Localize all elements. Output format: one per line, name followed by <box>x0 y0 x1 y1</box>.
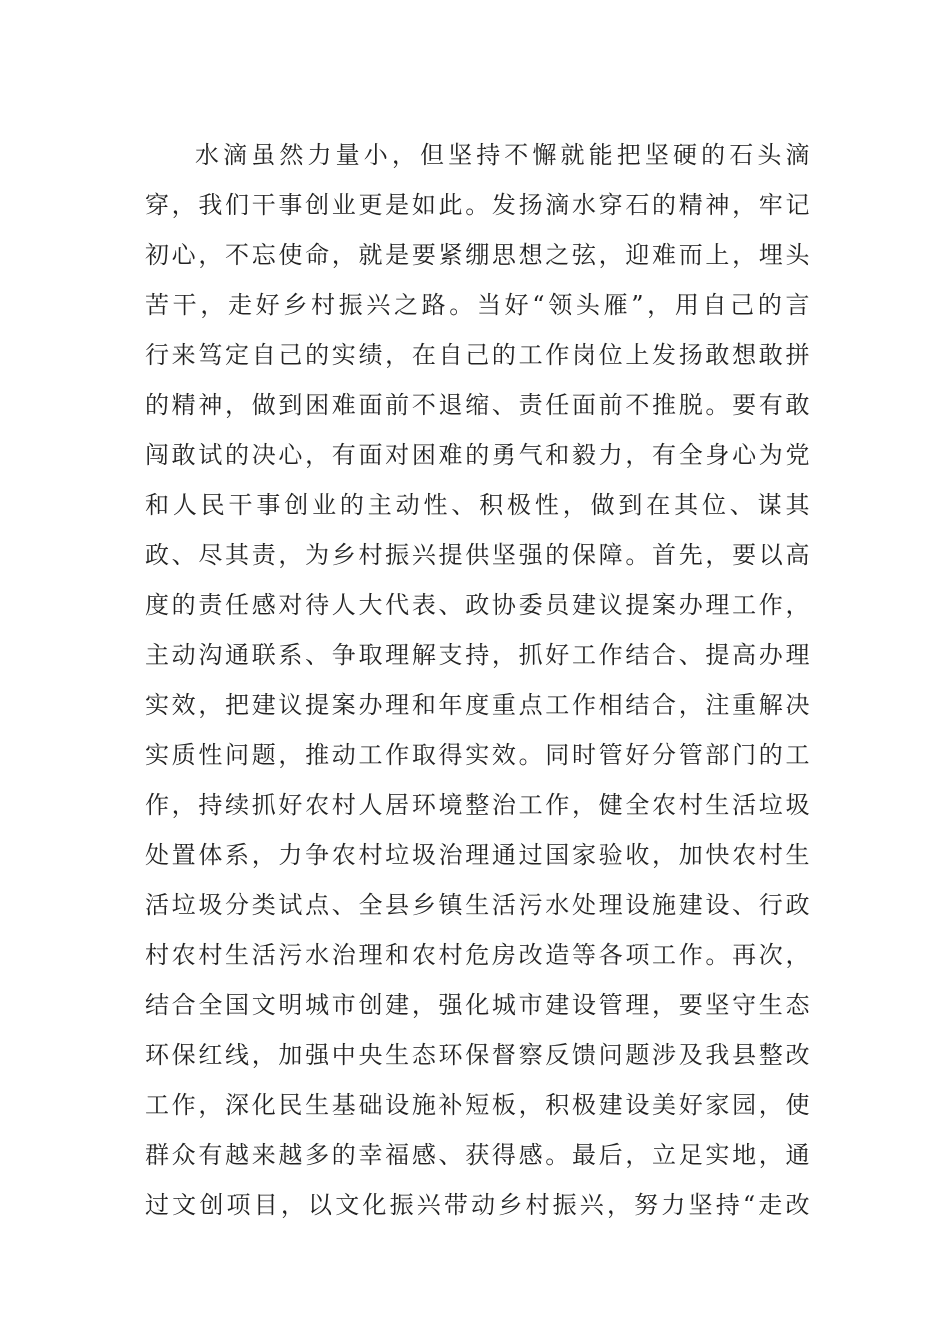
paragraph-line-6: 的精神，做到困难面前不退缩、责任面前不推脱。要有敢 <box>145 391 810 419</box>
paragraph-line-18: 结合全国文明城市创建，强化城市建设管理，要坚守生态 <box>145 991 810 1019</box>
paragraph-line-19: 环保红线，加强中央生态环保督察反馈问题涉及我县整改 <box>145 1041 810 1069</box>
paragraph-line-15: 处置体系，力争农村垃圾治理通过国家验收，加快农村生 <box>145 841 810 869</box>
body-paragraph <box>145 130 810 1230</box>
paragraph-line-3: 初心，不忘使命，就是要紧绷思想之弦，迎难而上，埋头 <box>145 241 810 269</box>
paragraph-line-9: 政、尽其责，为乡村振兴提供坚强的保障。首先，要以高 <box>145 541 810 569</box>
paragraph-line-2: 穿，我们干事创业更是如此。发扬滴水穿石的精神，牢记 <box>145 191 810 219</box>
paragraph-line-1: 水滴虽然力量小，但坚持不懈就能把坚硬的石头滴 <box>195 141 810 169</box>
paragraph-line-14: 作，持续抓好农村人居环境整治工作，健全农村生活垃圾 <box>145 791 810 819</box>
paragraph-line-22: 过文创项目，以文化振兴带动乡村振兴，努力坚持“走改 <box>145 1191 810 1219</box>
paragraph-line-20: 工作，深化民生基础设施补短板，积极建设美好家园，使 <box>145 1091 810 1119</box>
paragraph-line-5: 行来笃定自己的实绩，在自己的工作岗位上发扬敢想敢拼 <box>145 341 810 369</box>
paragraph-line-11: 主动沟通联系、争取理解支持，抓好工作结合、提高办理 <box>145 641 810 669</box>
paragraph-line-8: 和人民干事创业的主动性、积极性，做到在其位、谋其 <box>145 491 810 519</box>
paragraph-line-17: 村农村生活污水治理和农村危房改造等各项工作。再次， <box>145 941 810 969</box>
paragraph-line-12: 实效，把建议提案办理和年度重点工作相结合，注重解决 <box>145 691 810 719</box>
paragraph-line-7: 闯敢试的决心，有面对困难的勇气和毅力，有全身心为党 <box>145 441 810 469</box>
paragraph-line-4: 苦干，走好乡村振兴之路。当好“领头雁”，用自己的言 <box>145 291 810 319</box>
paragraph-line-21: 群众有越来越多的幸福感、获得感。最后，立足实地，通 <box>145 1141 810 1169</box>
paragraph-line-10: 度的责任感对待人大代表、政协委员建议提案办理工作， <box>145 591 810 619</box>
paragraph-line-13: 实质性问题，推动工作取得实效。同时管好分管部门的工 <box>145 741 810 769</box>
paragraph-line-16: 活垃圾分类试点、全县乡镇生活污水处理设施建设、行政 <box>145 891 810 919</box>
